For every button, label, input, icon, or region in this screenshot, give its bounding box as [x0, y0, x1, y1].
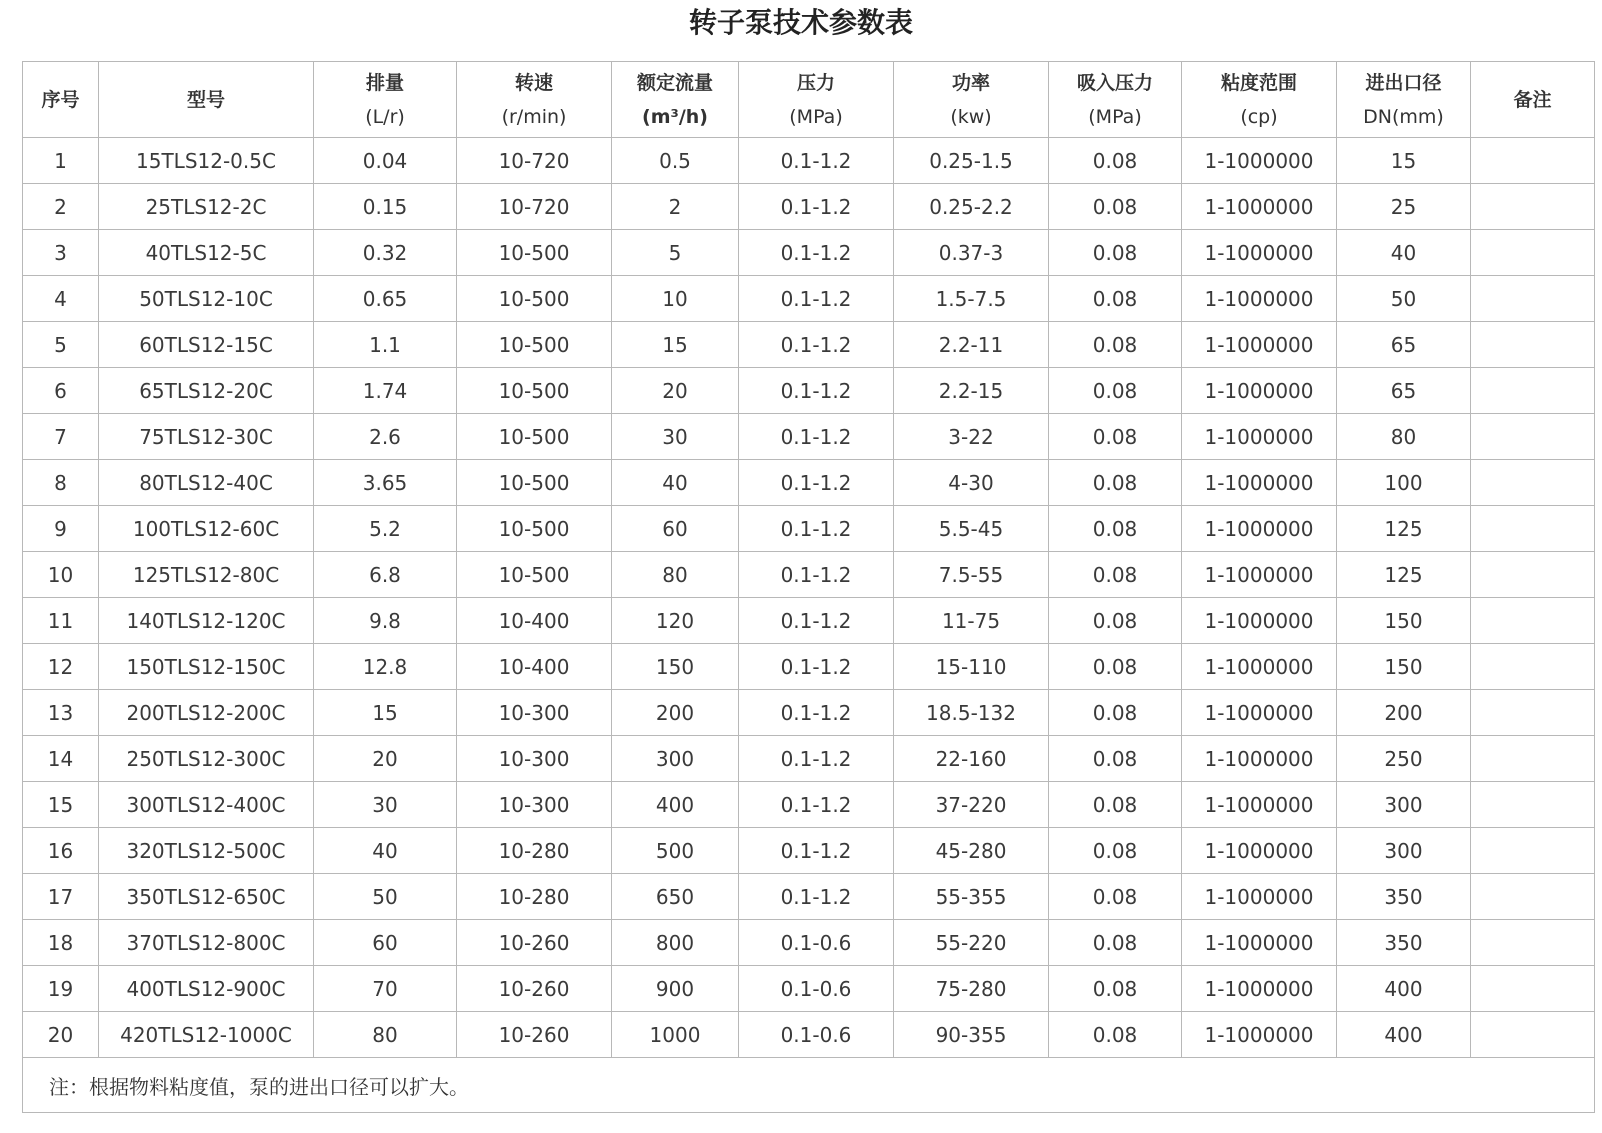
- cell-speed: 10-500: [457, 552, 612, 598]
- header-cell-pressure: 压力 (MPa): [739, 62, 894, 138]
- cell-displacement: 40: [314, 828, 457, 874]
- cell-port-diameter: 50: [1337, 276, 1471, 322]
- table-row: [23, 644, 1595, 690]
- cell-displacement: 5.2: [314, 506, 457, 552]
- cell-power: 90-355: [894, 1012, 1049, 1058]
- header-cell-index: 序号: [23, 62, 99, 138]
- cell-model: 320TLS12-500C: [99, 828, 314, 874]
- cell-port-diameter: 125: [1337, 552, 1471, 598]
- cell-displacement: 0.04: [314, 138, 457, 184]
- cell-port-diameter: 250: [1337, 736, 1471, 782]
- cell-pressure: 0.1-0.6: [739, 966, 894, 1012]
- cell-index: 1: [23, 138, 99, 184]
- cell-suction-pressure: 0.08: [1049, 690, 1182, 736]
- cell-speed: 10-300: [457, 782, 612, 828]
- cell-model: 80TLS12-40C: [99, 460, 314, 506]
- cell-power: 18.5-132: [894, 690, 1049, 736]
- cell-power: 45-280: [894, 828, 1049, 874]
- cell-index: 9: [23, 506, 99, 552]
- cell-model: 25TLS12-2C: [99, 184, 314, 230]
- cell-model: 50TLS12-10C: [99, 276, 314, 322]
- header-cell-displacement: 排量 (L/r): [314, 62, 457, 138]
- cell-index: 17: [23, 874, 99, 920]
- cell-viscosity: 1-1000000: [1182, 276, 1337, 322]
- cell-displacement: 50: [314, 874, 457, 920]
- header-cell-rated-flow: 额定流量 (m³/h): [612, 62, 739, 138]
- table-body: [23, 138, 1595, 1058]
- cell-power: 3-22: [894, 414, 1049, 460]
- cell-power: 5.5-45: [894, 506, 1049, 552]
- cell-displacement: 3.65: [314, 460, 457, 506]
- cell-remarks: [1471, 414, 1595, 460]
- cell-model: 100TLS12-60C: [99, 506, 314, 552]
- cell-port-diameter: 40: [1337, 230, 1471, 276]
- cell-suction-pressure: 0.08: [1049, 598, 1182, 644]
- cell-rated-flow: 80: [612, 552, 739, 598]
- cell-remarks: [1471, 322, 1595, 368]
- table-row: [23, 598, 1595, 644]
- cell-pressure: 0.1-1.2: [739, 736, 894, 782]
- cell-viscosity: 1-1000000: [1182, 828, 1337, 874]
- cell-suction-pressure: 0.08: [1049, 230, 1182, 276]
- table-row: [23, 966, 1595, 1012]
- cell-power: 4-30: [894, 460, 1049, 506]
- table-row: [23, 368, 1595, 414]
- cell-speed: 10-500: [457, 414, 612, 460]
- cell-suction-pressure: 0.08: [1049, 966, 1182, 1012]
- table-note: 注：根据物料粘度值，泵的进出口径可以扩大。: [23, 1058, 1595, 1113]
- cell-displacement: 60: [314, 920, 457, 966]
- cell-port-diameter: 300: [1337, 782, 1471, 828]
- cell-remarks: [1471, 598, 1595, 644]
- cell-model: 400TLS12-900C: [99, 966, 314, 1012]
- cell-port-diameter: 300: [1337, 828, 1471, 874]
- cell-suction-pressure: 0.08: [1049, 552, 1182, 598]
- cell-port-diameter: 25: [1337, 184, 1471, 230]
- cell-speed: 10-720: [457, 138, 612, 184]
- cell-speed: 10-280: [457, 874, 612, 920]
- table-row: [23, 690, 1595, 736]
- cell-rated-flow: 2: [612, 184, 739, 230]
- cell-displacement: 15: [314, 690, 457, 736]
- cell-remarks: [1471, 276, 1595, 322]
- cell-suction-pressure: 0.08: [1049, 276, 1182, 322]
- cell-rated-flow: 800: [612, 920, 739, 966]
- cell-port-diameter: 80: [1337, 414, 1471, 460]
- cell-speed: 10-260: [457, 920, 612, 966]
- cell-index: 12: [23, 644, 99, 690]
- cell-remarks: [1471, 966, 1595, 1012]
- cell-rated-flow: 40: [612, 460, 739, 506]
- cell-displacement: 9.8: [314, 598, 457, 644]
- cell-pressure: 0.1-0.6: [739, 1012, 894, 1058]
- cell-model: 150TLS12-150C: [99, 644, 314, 690]
- cell-viscosity: 1-1000000: [1182, 598, 1337, 644]
- cell-power: 11-75: [894, 598, 1049, 644]
- cell-suction-pressure: 0.08: [1049, 920, 1182, 966]
- header-cell-viscosity: 粘度范围 (cp): [1182, 62, 1337, 138]
- cell-viscosity: 1-1000000: [1182, 460, 1337, 506]
- cell-power: 1.5-7.5: [894, 276, 1049, 322]
- cell-rated-flow: 200: [612, 690, 739, 736]
- cell-displacement: 30: [314, 782, 457, 828]
- spec-table: [22, 61, 1595, 1113]
- cell-index: 3: [23, 230, 99, 276]
- cell-remarks: [1471, 552, 1595, 598]
- cell-speed: 10-500: [457, 506, 612, 552]
- cell-speed: 10-400: [457, 598, 612, 644]
- cell-suction-pressure: 0.08: [1049, 138, 1182, 184]
- cell-remarks: [1471, 230, 1595, 276]
- cell-remarks: [1471, 1012, 1595, 1058]
- cell-port-diameter: 65: [1337, 322, 1471, 368]
- cell-viscosity: 1-1000000: [1182, 920, 1337, 966]
- cell-suction-pressure: 0.08: [1049, 506, 1182, 552]
- header-unit: DN(mm): [1363, 105, 1444, 128]
- cell-model: 350TLS12-650C: [99, 874, 314, 920]
- cell-viscosity: 1-1000000: [1182, 184, 1337, 230]
- cell-suction-pressure: 0.08: [1049, 736, 1182, 782]
- cell-pressure: 0.1-1.2: [739, 184, 894, 230]
- cell-pressure: 0.1-1.2: [739, 552, 894, 598]
- cell-power: 0.37-3: [894, 230, 1049, 276]
- cell-index: 14: [23, 736, 99, 782]
- cell-viscosity: 1-1000000: [1182, 690, 1337, 736]
- cell-model: 140TLS12-120C: [99, 598, 314, 644]
- cell-rated-flow: 1000: [612, 1012, 739, 1058]
- cell-speed: 10-260: [457, 1012, 612, 1058]
- cell-viscosity: 1-1000000: [1182, 736, 1337, 782]
- cell-index: 5: [23, 322, 99, 368]
- cell-speed: 10-500: [457, 368, 612, 414]
- cell-port-diameter: 400: [1337, 1012, 1471, 1058]
- cell-remarks: [1471, 828, 1595, 874]
- cell-viscosity: 1-1000000: [1182, 414, 1337, 460]
- cell-speed: 10-500: [457, 230, 612, 276]
- cell-pressure: 0.1-1.2: [739, 506, 894, 552]
- cell-rated-flow: 10: [612, 276, 739, 322]
- cell-rated-flow: 20: [612, 368, 739, 414]
- cell-speed: 10-500: [457, 276, 612, 322]
- cell-displacement: 0.32: [314, 230, 457, 276]
- cell-suction-pressure: 0.08: [1049, 184, 1182, 230]
- header-cell-model: 型号: [99, 62, 314, 138]
- cell-remarks: [1471, 690, 1595, 736]
- cell-rated-flow: 500: [612, 828, 739, 874]
- cell-model: 75TLS12-30C: [99, 414, 314, 460]
- cell-remarks: [1471, 644, 1595, 690]
- cell-pressure: 0.1-1.2: [739, 276, 894, 322]
- cell-suction-pressure: 0.08: [1049, 322, 1182, 368]
- cell-pressure: 0.1-0.6: [739, 920, 894, 966]
- cell-model: 250TLS12-300C: [99, 736, 314, 782]
- table-row: [23, 506, 1595, 552]
- cell-displacement: 0.65: [314, 276, 457, 322]
- cell-pressure: 0.1-1.2: [739, 782, 894, 828]
- cell-suction-pressure: 0.08: [1049, 368, 1182, 414]
- header-unit: (m³/h): [642, 105, 708, 128]
- cell-suction-pressure: 0.08: [1049, 460, 1182, 506]
- cell-rated-flow: 300: [612, 736, 739, 782]
- cell-port-diameter: 200: [1337, 690, 1471, 736]
- cell-viscosity: 1-1000000: [1182, 322, 1337, 368]
- table-row: [23, 920, 1595, 966]
- table-row: [23, 1012, 1595, 1058]
- cell-model: 125TLS12-80C: [99, 552, 314, 598]
- cell-rated-flow: 0.5: [612, 138, 739, 184]
- cell-displacement: 12.8: [314, 644, 457, 690]
- cell-index: 8: [23, 460, 99, 506]
- cell-speed: 10-500: [457, 460, 612, 506]
- cell-port-diameter: 150: [1337, 598, 1471, 644]
- cell-remarks: [1471, 184, 1595, 230]
- cell-rated-flow: 30: [612, 414, 739, 460]
- cell-suction-pressure: 0.08: [1049, 828, 1182, 874]
- header-unit: (L/r): [365, 105, 405, 128]
- cell-viscosity: 1-1000000: [1182, 644, 1337, 690]
- cell-pressure: 0.1-1.2: [739, 460, 894, 506]
- table-row: [23, 552, 1595, 598]
- cell-displacement: 20: [314, 736, 457, 782]
- cell-remarks: [1471, 506, 1595, 552]
- header-cell-speed: 转速 (r/min): [457, 62, 612, 138]
- cell-power: 15-110: [894, 644, 1049, 690]
- table-row: [23, 414, 1595, 460]
- cell-viscosity: 1-1000000: [1182, 138, 1337, 184]
- header-cell-power: 功率 (kw): [894, 62, 1049, 138]
- table-row: [23, 782, 1595, 828]
- cell-rated-flow: 120: [612, 598, 739, 644]
- table-header: [23, 62, 1595, 138]
- cell-pressure: 0.1-1.2: [739, 828, 894, 874]
- cell-viscosity: 1-1000000: [1182, 230, 1337, 276]
- cell-model: 370TLS12-800C: [99, 920, 314, 966]
- cell-power: 2.2-15: [894, 368, 1049, 414]
- cell-remarks: [1471, 782, 1595, 828]
- cell-pressure: 0.1-1.2: [739, 598, 894, 644]
- cell-index: 11: [23, 598, 99, 644]
- cell-index: 13: [23, 690, 99, 736]
- header-unit: (kw): [950, 105, 992, 128]
- cell-remarks: [1471, 874, 1595, 920]
- cell-port-diameter: 15: [1337, 138, 1471, 184]
- page-title: 转子泵技术参数表: [688, 6, 913, 39]
- cell-pressure: 0.1-1.2: [739, 874, 894, 920]
- cell-rated-flow: 5: [612, 230, 739, 276]
- cell-speed: 10-500: [457, 322, 612, 368]
- cell-pressure: 0.1-1.2: [739, 414, 894, 460]
- table-row: [23, 276, 1595, 322]
- cell-speed: 10-280: [457, 828, 612, 874]
- cell-power: 75-280: [894, 966, 1049, 1012]
- cell-viscosity: 1-1000000: [1182, 966, 1337, 1012]
- cell-speed: 10-300: [457, 690, 612, 736]
- cell-rated-flow: 60: [612, 506, 739, 552]
- cell-index: 20: [23, 1012, 99, 1058]
- cell-displacement: 0.15: [314, 184, 457, 230]
- header-cell-suction-pressure: 吸入压力 (MPa): [1049, 62, 1182, 138]
- cell-index: 15: [23, 782, 99, 828]
- cell-model: 40TLS12-5C: [99, 230, 314, 276]
- cell-pressure: 0.1-1.2: [739, 230, 894, 276]
- cell-speed: 10-720: [457, 184, 612, 230]
- cell-suction-pressure: 0.08: [1049, 1012, 1182, 1058]
- cell-suction-pressure: 0.08: [1049, 782, 1182, 828]
- cell-model: 15TLS12-0.5C: [99, 138, 314, 184]
- cell-remarks: [1471, 138, 1595, 184]
- table-row: [23, 230, 1595, 276]
- cell-power: 0.25-1.5: [894, 138, 1049, 184]
- cell-viscosity: 1-1000000: [1182, 782, 1337, 828]
- header-cell-port-diameter: 进出口径 DN(mm): [1337, 62, 1471, 138]
- cell-power: 7.5-55: [894, 552, 1049, 598]
- cell-viscosity: 1-1000000: [1182, 368, 1337, 414]
- cell-power: 22-160: [894, 736, 1049, 782]
- cell-index: 18: [23, 920, 99, 966]
- header-unit: (cp): [1240, 105, 1278, 128]
- cell-suction-pressure: 0.08: [1049, 414, 1182, 460]
- cell-rated-flow: 650: [612, 874, 739, 920]
- cell-pressure: 0.1-1.2: [739, 368, 894, 414]
- cell-model: 300TLS12-400C: [99, 782, 314, 828]
- table-row: [23, 828, 1595, 874]
- cell-model: 420TLS12-1000C: [99, 1012, 314, 1058]
- cell-index: 19: [23, 966, 99, 1012]
- cell-displacement: 1.74: [314, 368, 457, 414]
- cell-pressure: 0.1-1.2: [739, 690, 894, 736]
- cell-index: 10: [23, 552, 99, 598]
- cell-power: 55-355: [894, 874, 1049, 920]
- cell-model: 200TLS12-200C: [99, 690, 314, 736]
- table-row: [23, 460, 1595, 506]
- cell-suction-pressure: 0.08: [1049, 644, 1182, 690]
- cell-viscosity: 1-1000000: [1182, 506, 1337, 552]
- cell-remarks: [1471, 736, 1595, 782]
- cell-remarks: [1471, 368, 1595, 414]
- cell-power: 37-220: [894, 782, 1049, 828]
- cell-power: 2.2-11: [894, 322, 1049, 368]
- cell-index: 4: [23, 276, 99, 322]
- cell-viscosity: 1-1000000: [1182, 874, 1337, 920]
- cell-power: 0.25-2.2: [894, 184, 1049, 230]
- cell-displacement: 6.8: [314, 552, 457, 598]
- cell-displacement: 80: [314, 1012, 457, 1058]
- header-unit: (MPa): [1088, 105, 1142, 128]
- table-row: [23, 138, 1595, 184]
- cell-pressure: 0.1-1.2: [739, 138, 894, 184]
- table-row: [23, 736, 1595, 782]
- table-row: [23, 322, 1595, 368]
- cell-viscosity: 1-1000000: [1182, 552, 1337, 598]
- cell-displacement: 2.6: [314, 414, 457, 460]
- header-unit: (r/min): [501, 105, 567, 128]
- cell-model: 65TLS12-20C: [99, 368, 314, 414]
- cell-index: 2: [23, 184, 99, 230]
- cell-remarks: [1471, 460, 1595, 506]
- cell-port-diameter: 125: [1337, 506, 1471, 552]
- cell-rated-flow: 15: [612, 322, 739, 368]
- cell-speed: 10-260: [457, 966, 612, 1012]
- note-row: [23, 1058, 1595, 1113]
- cell-speed: 10-400: [457, 644, 612, 690]
- cell-power: 55-220: [894, 920, 1049, 966]
- header-row: [23, 62, 1595, 138]
- cell-port-diameter: 65: [1337, 368, 1471, 414]
- cell-index: 6: [23, 368, 99, 414]
- cell-pressure: 0.1-1.2: [739, 322, 894, 368]
- cell-rated-flow: 900: [612, 966, 739, 1012]
- cell-port-diameter: 150: [1337, 644, 1471, 690]
- table-row: [23, 874, 1595, 920]
- cell-displacement: 70: [314, 966, 457, 1012]
- cell-speed: 10-300: [457, 736, 612, 782]
- cell-port-diameter: 350: [1337, 920, 1471, 966]
- table-footer: [23, 1058, 1595, 1113]
- cell-model: 60TLS12-15C: [99, 322, 314, 368]
- cell-port-diameter: 400: [1337, 966, 1471, 1012]
- cell-index: 16: [23, 828, 99, 874]
- header-cell-remarks: 备注: [1471, 62, 1595, 138]
- cell-port-diameter: 100: [1337, 460, 1471, 506]
- cell-pressure: 0.1-1.2: [739, 644, 894, 690]
- cell-index: 7: [23, 414, 99, 460]
- cell-displacement: 1.1: [314, 322, 457, 368]
- cell-rated-flow: 150: [612, 644, 739, 690]
- cell-rated-flow: 400: [612, 782, 739, 828]
- cell-suction-pressure: 0.08: [1049, 874, 1182, 920]
- header-unit: (MPa): [789, 105, 843, 128]
- cell-remarks: [1471, 920, 1595, 966]
- table-row: [23, 184, 1595, 230]
- cell-port-diameter: 350: [1337, 874, 1471, 920]
- cell-viscosity: 1-1000000: [1182, 1012, 1337, 1058]
